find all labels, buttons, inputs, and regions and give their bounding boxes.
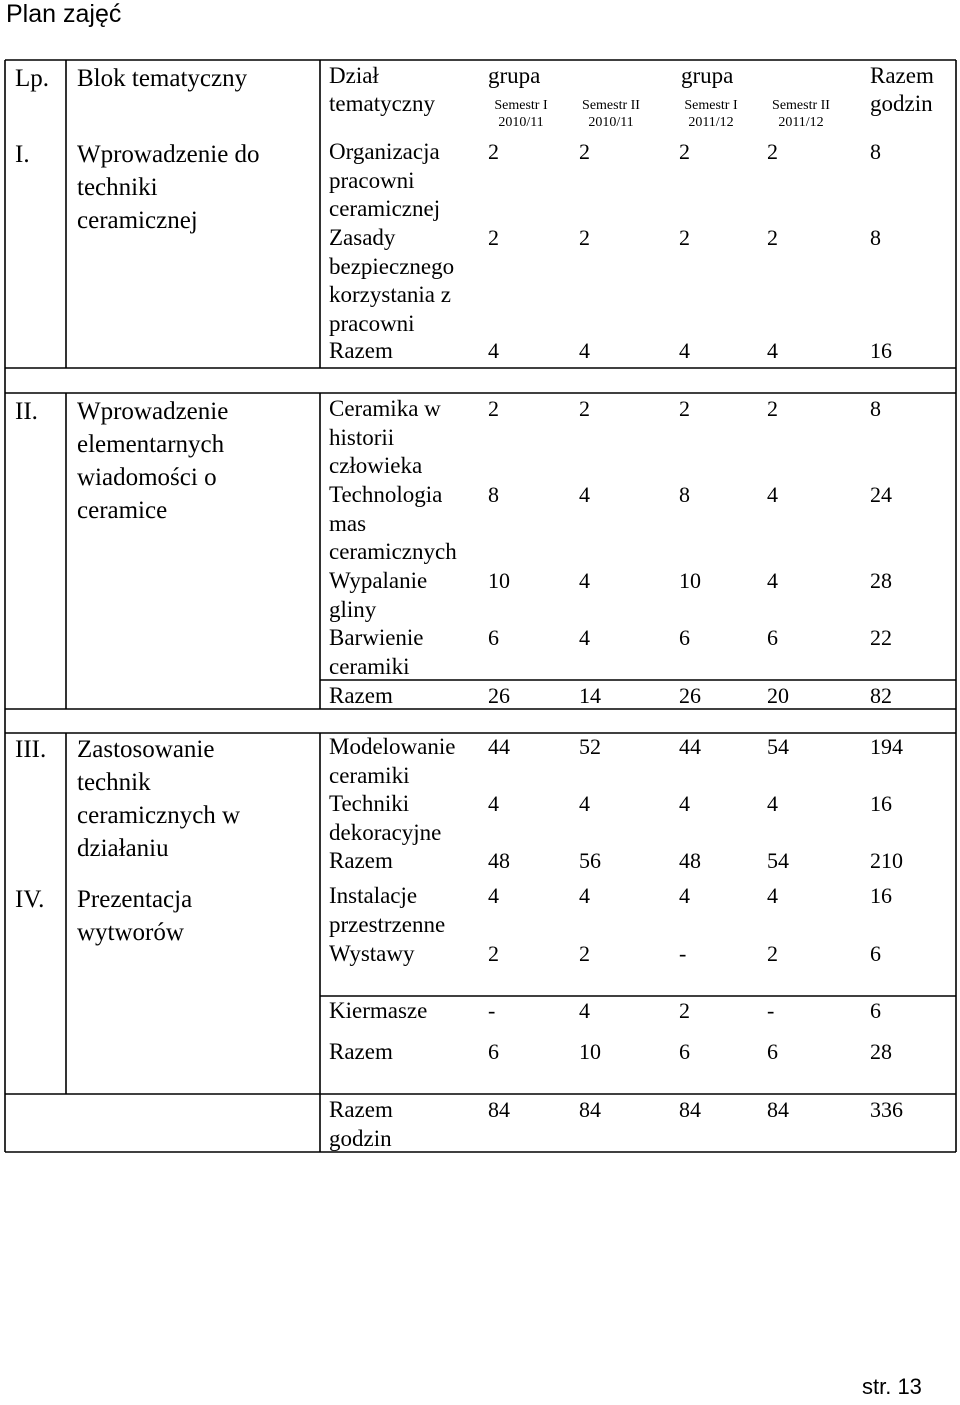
row-value-cell: 4 <box>488 338 499 363</box>
row-value-cell: 336 <box>870 1097 903 1122</box>
row-value-cell: 56 <box>579 848 601 873</box>
row-label-line: Razem <box>329 683 393 708</box>
block-3-lp: III. <box>15 736 47 763</box>
row-label-line: godzin <box>329 1125 392 1151</box>
row-value-cell: 20 <box>767 683 789 708</box>
block-4-lp: IV. <box>15 886 45 913</box>
row-value-cell: 2 <box>579 139 590 164</box>
row-value-cell: 16 <box>870 883 892 908</box>
row-value-cell: 84 <box>679 1097 701 1122</box>
row-label-line: gliny <box>329 596 377 622</box>
row-value-cell: 4 <box>579 625 590 650</box>
row-value-cell: 6 <box>679 1039 690 1064</box>
row-label-line: Techniki <box>329 791 410 816</box>
block-2-lp: II. <box>15 398 38 425</box>
row-value-cell: 4 <box>679 791 690 816</box>
row-value-cell: 4 <box>767 482 778 507</box>
row-value-cell: 4 <box>579 338 590 363</box>
row-label-line: Razem <box>329 338 393 363</box>
row-value-cell: 10 <box>488 568 510 593</box>
block-2-name-1: Wprowadzenie <box>77 398 229 425</box>
semester-2-year: 2010/11 <box>588 115 634 130</box>
row-value-cell: 4 <box>579 568 590 593</box>
row-value-cell: 10 <box>679 568 701 593</box>
row-value-cell: 26 <box>679 683 701 708</box>
semester-3-year: 2011/12 <box>688 115 734 130</box>
row-value-cell: 4 <box>579 998 590 1023</box>
row-label-line: pracowni <box>329 167 415 193</box>
row-label-line: Razem <box>329 1039 393 1064</box>
row-value-cell: 48 <box>488 848 510 873</box>
row-value-cell: 2 <box>579 225 590 250</box>
row-value-cell: 4 <box>679 338 690 363</box>
row-value-cell: 44 <box>488 734 510 759</box>
row-label-line: Wypalanie <box>329 568 428 593</box>
block-3-name-3: ceramicznych w <box>77 802 241 829</box>
row-label-line: ceramicznych <box>329 539 457 564</box>
semester-4-label: Semestr II <box>772 98 830 113</box>
row-value-cell: 6 <box>767 1039 778 1064</box>
row-label-line: ceramicznej <box>329 196 441 221</box>
row-value-cell: 2 <box>488 941 499 966</box>
row-value-cell: - <box>488 998 496 1023</box>
row-value-cell: 4 <box>767 883 778 908</box>
row-label-line: Wystawy <box>329 941 415 966</box>
row-value-cell: 2 <box>679 998 690 1023</box>
block-2-name-4: ceramice <box>77 497 168 524</box>
row-value-cell: 2 <box>679 139 690 164</box>
row-label-line: Organizacja <box>329 139 440 164</box>
row-value-cell: 22 <box>870 625 892 650</box>
semester-2 <box>566 97 656 131</box>
row-label-line: historii <box>329 424 395 450</box>
header-razem: Razem <box>870 63 934 88</box>
row-value-cell: 4 <box>679 883 690 908</box>
row-value-cell: 54 <box>767 734 789 759</box>
block-3-name-1: Zastosowanie <box>77 736 215 763</box>
row-value-cell: 82 <box>870 683 892 708</box>
row-value-cell: 194 <box>870 734 903 759</box>
semester-1-label: Semestr I <box>494 98 548 113</box>
row-value-cell: 4 <box>579 482 590 507</box>
row-value-cell: 2 <box>579 941 590 966</box>
row-value-cell: 2 <box>767 396 778 421</box>
block-1-name-3: ceramicznej <box>77 207 198 234</box>
row-label-line: korzystania z <box>329 282 451 307</box>
row-label-line: Razem <box>329 1097 393 1122</box>
row-value-cell: 8 <box>870 396 881 421</box>
row-value-cell: 16 <box>870 338 892 363</box>
row-label-line: przestrzenne <box>329 911 446 937</box>
row-value-cell: 4 <box>767 791 778 816</box>
block-2-name-2: elementarnych <box>77 431 225 458</box>
row-value-cell: 210 <box>870 848 903 873</box>
row-label-line: Modelowanie <box>329 734 456 759</box>
row-value-cell: 28 <box>870 1039 892 1064</box>
row-value-cell: 10 <box>579 1039 601 1064</box>
row-value-cell: 8 <box>870 225 881 250</box>
semester-4-year: 2011/12 <box>778 115 824 130</box>
row-value-cell: 28 <box>870 568 892 593</box>
row-label-line: Barwienie <box>329 625 424 650</box>
row-value-cell: 2 <box>488 139 499 164</box>
semester-1-year: 2010/11 <box>498 115 544 130</box>
row-value-cell: 84 <box>767 1097 789 1122</box>
semester-3-label: Semestr I <box>684 98 738 113</box>
row-value-cell: 6 <box>488 625 499 650</box>
row-value-cell: 6 <box>870 941 881 966</box>
row-value-cell: 6 <box>767 625 778 650</box>
row-label-line: Razem <box>329 848 393 873</box>
row-value-cell: 8 <box>870 139 881 164</box>
row-value-cell: 16 <box>870 791 892 816</box>
row-value-cell: 2 <box>488 225 499 250</box>
header-godzin: godzin <box>870 91 933 116</box>
header-grupa-1: grupa <box>488 63 541 88</box>
row-value-cell: 8 <box>679 482 690 507</box>
row-value-cell: - <box>767 998 775 1023</box>
semester-1 <box>476 97 566 131</box>
row-label-line: pracowni <box>329 310 415 336</box>
row-value-cell: 44 <box>679 734 701 759</box>
row-value-cell: 52 <box>579 734 601 759</box>
block-1-name-2: techniki <box>77 174 158 201</box>
row-value-cell: 26 <box>488 683 510 708</box>
row-label-line: Kiermasze <box>329 998 428 1023</box>
row-label-line: dekoracyjne <box>329 819 442 845</box>
header-lp: Lp. <box>15 65 50 92</box>
row-value-cell: 4 <box>488 883 499 908</box>
row-value-cell: 2 <box>767 225 778 250</box>
row-value-cell: 2 <box>488 396 499 421</box>
semester-4 <box>756 97 846 131</box>
row-value-cell: 6 <box>488 1039 499 1064</box>
block-1-name-1: Wprowadzenie do <box>77 141 260 168</box>
row-label-line: Instalacje <box>329 883 418 908</box>
row-label-line: człowieka <box>329 453 423 478</box>
row-value-cell: 24 <box>870 482 892 507</box>
row-label-line: Technologia <box>329 482 443 507</box>
semester-3 <box>666 97 756 131</box>
header-dzial-line1: Dział <box>329 63 379 88</box>
row-value-cell: 4 <box>579 791 590 816</box>
row-value-cell: 8 <box>488 482 499 507</box>
block-4-name-2: wytworów <box>77 919 184 946</box>
row-value-cell: 54 <box>767 848 789 873</box>
row-label-line: Zasady <box>329 225 396 250</box>
row-value-cell: 6 <box>870 998 881 1023</box>
row-value-cell: 6 <box>679 625 690 650</box>
block-4-name-1: Prezentacja <box>77 886 193 913</box>
row-value-cell: 2 <box>579 396 590 421</box>
row-value-cell: 14 <box>579 683 601 708</box>
row-value-cell: 84 <box>488 1097 510 1122</box>
semester-2-label: Semestr II <box>582 98 640 113</box>
row-value-cell: 4 <box>579 883 590 908</box>
block-3-name-4: działaniu <box>77 835 169 862</box>
row-value-cell: - <box>679 941 687 966</box>
row-value-cell: 2 <box>767 139 778 164</box>
row-value-cell: 2 <box>767 941 778 966</box>
row-value-cell: 4 <box>767 338 778 363</box>
row-value-cell: 84 <box>579 1097 601 1122</box>
row-label-line: mas <box>329 510 367 536</box>
row-value-cell: 4 <box>488 791 499 816</box>
block-3-name-2: technik <box>77 769 151 796</box>
row-value-cell: 2 <box>679 396 690 421</box>
header-grupa-2: grupa <box>681 63 734 88</box>
block-1-lp: I. <box>15 141 30 168</box>
row-value-cell: 48 <box>679 848 701 873</box>
row-label-line: bezpiecznego <box>329 253 455 279</box>
row-label-line: Ceramika w <box>329 396 441 421</box>
row-value-cell: 4 <box>767 568 778 593</box>
block-2-name-3: wiadomości o <box>77 464 217 491</box>
page-title: Plan zajęć <box>6 0 122 28</box>
page-number: str. 13 <box>862 1374 922 1399</box>
row-value-cell: 2 <box>679 225 690 250</box>
row-label-line: ceramiki <box>329 653 410 679</box>
header-dzial-line2: tematyczny <box>329 91 436 116</box>
header-blok: Blok tematyczny <box>77 65 248 92</box>
row-label-line: ceramiki <box>329 762 410 788</box>
